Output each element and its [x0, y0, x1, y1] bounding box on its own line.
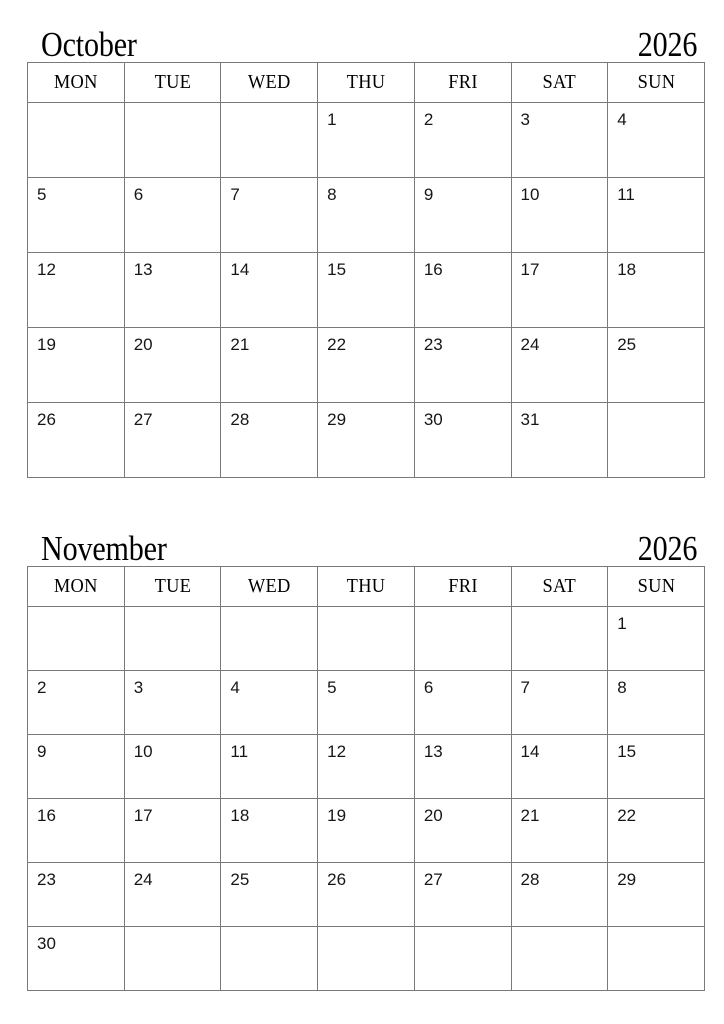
day-number: 25: [617, 335, 637, 354]
weekday-header-sun: [608, 567, 705, 607]
day-number: 17: [133, 806, 153, 825]
day-number: 5: [37, 185, 47, 204]
day-number: [608, 403, 704, 410]
day-cell[interactable]: [608, 799, 705, 863]
day-cell[interactable]: [608, 671, 705, 735]
day-cell[interactable]: [414, 927, 511, 991]
day-number: 10: [520, 185, 540, 204]
week-row: [28, 863, 705, 927]
week-row: [28, 799, 705, 863]
day-number: 30: [423, 410, 443, 429]
day-cell[interactable]: [28, 403, 125, 478]
year-label-october: 2026: [637, 25, 697, 64]
day-number: 21: [520, 806, 540, 825]
day-number: 1: [617, 614, 627, 633]
day-cell[interactable]: [221, 403, 318, 478]
day-cell[interactable]: [414, 103, 511, 178]
month-name-october: October: [41, 25, 137, 64]
weekday-label: WED: [247, 575, 291, 597]
weekday-header-thu: [318, 567, 415, 607]
day-number: [512, 607, 608, 614]
weekday-header-sat: [511, 567, 608, 607]
day-cell[interactable]: [608, 403, 705, 478]
weekday-label: FRI: [447, 575, 478, 597]
day-cell[interactable]: [608, 607, 705, 671]
weekday-header-mon: [28, 567, 125, 607]
day-number: 13: [133, 260, 153, 279]
day-number: 28: [520, 870, 540, 889]
day-number: 3: [133, 678, 144, 697]
day-cell[interactable]: [318, 863, 415, 927]
day-cell[interactable]: [124, 178, 221, 253]
day-cell[interactable]: [28, 328, 125, 403]
week-row: [28, 735, 705, 799]
day-number: 21: [230, 335, 250, 354]
week-row: [28, 328, 705, 403]
day-cell[interactable]: [608, 328, 705, 403]
day-cell[interactable]: [28, 253, 125, 328]
day-number: [221, 103, 317, 110]
day-cell[interactable]: [414, 607, 511, 671]
day-cell[interactable]: [124, 671, 221, 735]
day-number: 9: [37, 742, 47, 761]
day-cell[interactable]: [221, 253, 318, 328]
day-cell[interactable]: [318, 328, 415, 403]
day-cell[interactable]: [318, 178, 415, 253]
weekday-header-wed: [221, 63, 318, 103]
day-cell[interactable]: [28, 607, 125, 671]
day-number: [125, 607, 221, 614]
day-cell[interactable]: [221, 671, 318, 735]
month-block-november: [27, 526, 697, 991]
weekday-label: SUN: [637, 575, 675, 597]
day-cell[interactable]: [318, 607, 415, 671]
day-cell[interactable]: [221, 799, 318, 863]
day-cell[interactable]: [318, 253, 415, 328]
day-number: 22: [327, 335, 347, 354]
day-cell[interactable]: [414, 253, 511, 328]
day-number: 14: [230, 260, 250, 279]
weekday-label: THU: [346, 71, 386, 93]
day-cell[interactable]: [511, 178, 608, 253]
day-number: [415, 927, 511, 934]
week-row: [28, 253, 705, 328]
weekday-label: FRI: [447, 71, 478, 93]
day-number: 12: [37, 260, 56, 279]
day-cell[interactable]: [511, 799, 608, 863]
day-number: 29: [617, 870, 637, 889]
day-number: 18: [617, 260, 637, 279]
day-cell[interactable]: [608, 735, 705, 799]
day-number: [28, 103, 124, 110]
day-number: [125, 103, 221, 110]
day-number: [125, 927, 221, 934]
day-number: 1: [327, 110, 337, 129]
weekday-header-row: [28, 567, 705, 607]
day-number: 15: [327, 260, 347, 279]
day-cell[interactable]: [511, 607, 608, 671]
day-number: 14: [520, 742, 540, 761]
weekday-header-thu: [318, 63, 415, 103]
weekday-label: THU: [346, 575, 386, 597]
day-cell[interactable]: [28, 735, 125, 799]
calendar-table-november: [27, 566, 705, 991]
day-number: 20: [423, 806, 443, 825]
day-number: 18: [230, 806, 250, 825]
day-cell[interactable]: [124, 863, 221, 927]
weekday-header-fri: [414, 63, 511, 103]
day-cell[interactable]: [221, 103, 318, 178]
day-cell[interactable]: [318, 735, 415, 799]
week-row: [28, 403, 705, 478]
day-cell[interactable]: [124, 735, 221, 799]
day-cell[interactable]: [124, 328, 221, 403]
day-cell[interactable]: [124, 799, 221, 863]
weekday-header-tue: [124, 567, 221, 607]
weekday-label: SAT: [542, 71, 577, 93]
weekday-header-sun: [608, 63, 705, 103]
day-number: 30: [37, 934, 56, 953]
day-cell[interactable]: [28, 863, 125, 927]
day-cell[interactable]: [511, 328, 608, 403]
day-number: [318, 607, 414, 614]
day-cell[interactable]: [221, 863, 318, 927]
weekday-label: TUE: [154, 575, 191, 597]
day-cell[interactable]: [28, 103, 125, 178]
day-number: 16: [423, 260, 443, 279]
day-cell[interactable]: [318, 927, 415, 991]
day-number: 2: [37, 678, 47, 697]
month-title-row-november: [27, 526, 697, 566]
day-number: 4: [617, 110, 627, 129]
day-number: 23: [423, 335, 443, 354]
day-number: 15: [617, 742, 637, 761]
day-number: 2: [423, 110, 434, 129]
day-cell[interactable]: [414, 178, 511, 253]
day-cell[interactable]: [221, 607, 318, 671]
weekday-label: WED: [247, 71, 291, 93]
day-number: 5: [327, 678, 337, 697]
day-cell[interactable]: [608, 927, 705, 991]
day-cell[interactable]: [414, 403, 511, 478]
day-number: [221, 927, 317, 934]
day-number: 19: [37, 335, 56, 354]
day-number: 27: [423, 870, 443, 889]
day-cell[interactable]: [28, 671, 125, 735]
week-row: [28, 607, 705, 671]
day-cell[interactable]: [608, 178, 705, 253]
weekday-label: MON: [53, 575, 98, 597]
weekday-header-sat: [511, 63, 608, 103]
day-cell[interactable]: [124, 927, 221, 991]
day-cell[interactable]: [28, 799, 125, 863]
day-cell[interactable]: [318, 403, 415, 478]
weekday-header-fri: [414, 567, 511, 607]
day-number: 26: [37, 410, 56, 429]
day-number: 7: [520, 678, 530, 697]
day-cell[interactable]: [608, 863, 705, 927]
day-number: 24: [133, 870, 153, 889]
day-number: 23: [37, 870, 56, 889]
calendar-table-october: [27, 62, 705, 478]
day-number: [512, 927, 608, 934]
day-number: 8: [327, 185, 337, 204]
day-cell[interactable]: [28, 927, 125, 991]
day-cell[interactable]: [511, 253, 608, 328]
day-cell[interactable]: [414, 671, 511, 735]
week-row: [28, 178, 705, 253]
day-number: 27: [133, 410, 153, 429]
weekday-header-tue: [124, 63, 221, 103]
day-number: 17: [520, 260, 540, 279]
day-cell[interactable]: [221, 328, 318, 403]
month-name-november: November: [41, 529, 167, 568]
day-cell[interactable]: [414, 799, 511, 863]
day-number: [221, 607, 317, 614]
day-cell[interactable]: [511, 403, 608, 478]
day-cell[interactable]: [608, 253, 705, 328]
year-label-november: 2026: [637, 529, 697, 568]
day-number: 9: [423, 185, 434, 204]
month-block-october: [27, 22, 697, 478]
day-cell[interactable]: [124, 607, 221, 671]
day-cell[interactable]: [511, 927, 608, 991]
day-number: 22: [617, 806, 637, 825]
week-row: [28, 671, 705, 735]
week-row: [28, 103, 705, 178]
day-number: 28: [230, 410, 250, 429]
day-cell[interactable]: [511, 671, 608, 735]
day-cell[interactable]: [221, 927, 318, 991]
day-number: 10: [133, 742, 153, 761]
day-number: 11: [617, 185, 635, 204]
weekday-header-wed: [221, 567, 318, 607]
day-number: 31: [520, 410, 540, 429]
day-cell[interactable]: [511, 103, 608, 178]
day-cell[interactable]: [414, 863, 511, 927]
day-cell[interactable]: [414, 328, 511, 403]
day-number: 29: [327, 410, 347, 429]
day-cell[interactable]: [124, 253, 221, 328]
day-cell[interactable]: [124, 103, 221, 178]
day-cell[interactable]: [221, 735, 318, 799]
day-number: [608, 927, 704, 934]
day-number: 24: [520, 335, 540, 354]
day-cell[interactable]: [28, 178, 125, 253]
day-number: 6: [423, 678, 434, 697]
weekday-label: MON: [53, 71, 98, 93]
week-row: [28, 927, 705, 991]
day-cell[interactable]: [511, 735, 608, 799]
day-number: [415, 607, 511, 614]
day-cell[interactable]: [124, 403, 221, 478]
day-number: 20: [133, 335, 153, 354]
day-number: 26: [327, 870, 347, 889]
day-number: 8: [617, 678, 627, 697]
day-cell[interactable]: [221, 178, 318, 253]
day-number: 25: [230, 870, 250, 889]
day-number: 3: [520, 110, 530, 129]
day-number: 6: [133, 185, 144, 204]
day-cell[interactable]: [318, 103, 415, 178]
day-cell[interactable]: [318, 799, 415, 863]
day-cell[interactable]: [318, 671, 415, 735]
day-cell[interactable]: [608, 103, 705, 178]
month-title-row-october: [27, 22, 697, 62]
day-number: 19: [327, 806, 347, 825]
day-number: 16: [37, 806, 56, 825]
day-number: [28, 607, 124, 614]
day-number: 11: [230, 742, 249, 761]
day-number: 13: [423, 742, 443, 761]
day-number: [318, 927, 414, 934]
weekday-label: SUN: [637, 71, 675, 93]
day-number: 12: [327, 742, 347, 761]
day-cell[interactable]: [414, 735, 511, 799]
day-number: 7: [230, 185, 240, 204]
weekday-header-row: [28, 63, 705, 103]
day-cell[interactable]: [511, 863, 608, 927]
weekday-label: TUE: [154, 71, 191, 93]
weekday-header-mon: [28, 63, 125, 103]
day-number: 4: [230, 678, 240, 697]
weekday-label: SAT: [542, 575, 577, 597]
